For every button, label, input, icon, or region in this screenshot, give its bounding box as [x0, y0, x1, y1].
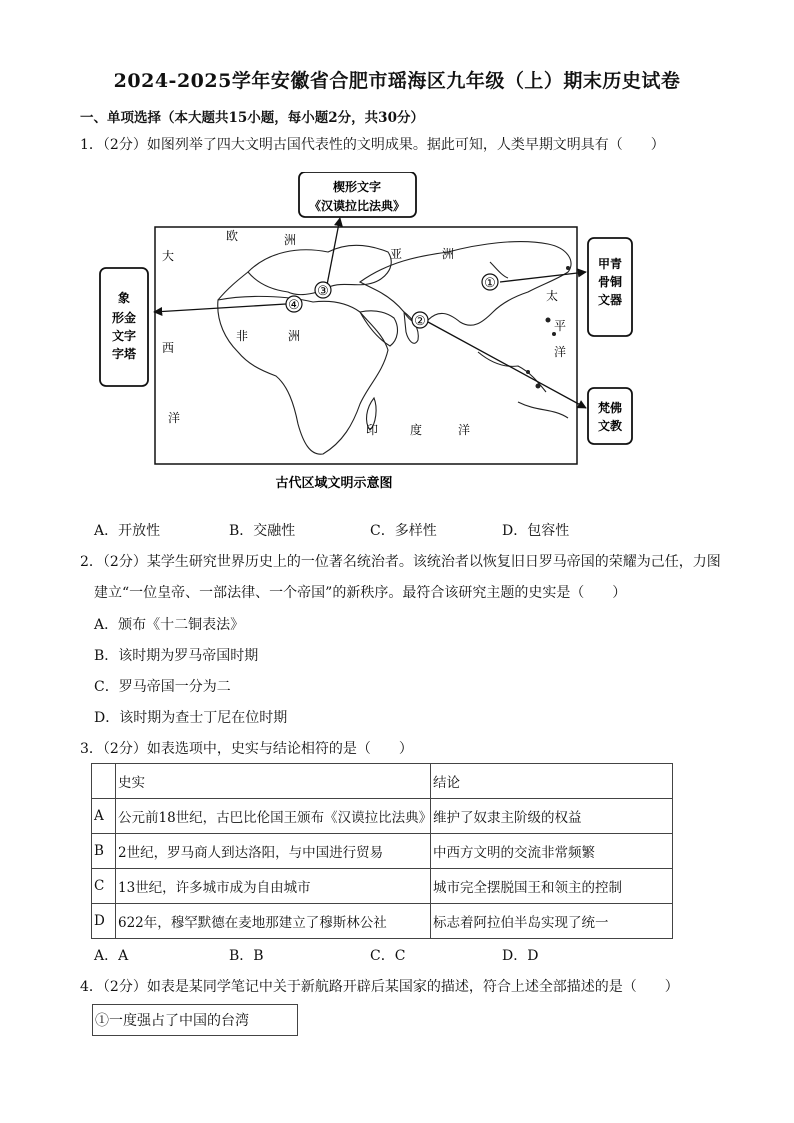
label-yang2: 洋 — [554, 345, 567, 359]
civilization-map-figure — [98, 172, 638, 502]
label-yin: 印 — [366, 423, 379, 437]
map-caption: 古代区域文明示意图 — [275, 476, 393, 491]
svg-text:文器: 文器 — [597, 293, 623, 307]
q1-option-c[interactable]: C．多样性 — [370, 523, 437, 539]
marker-3: ③ — [317, 284, 329, 299]
table-cell: D — [92, 904, 116, 939]
label-zhou3: 洲 — [288, 329, 301, 343]
marker-4: ④ — [288, 298, 300, 313]
svg-text:文教: 文教 — [597, 419, 623, 433]
box-left — [100, 268, 148, 386]
svg-text:形金: 形金 — [111, 311, 137, 325]
q3-stem: 3．（2分）如表选项中，史实与结论相符的是（ ） — [80, 741, 413, 757]
table-header-cell: 结论 — [431, 764, 673, 799]
table-row — [92, 869, 673, 904]
marker-1: ① — [484, 276, 496, 291]
box-right-2 — [588, 388, 632, 444]
label-xi: 西 — [162, 341, 175, 355]
svg-text:甲青: 甲青 — [597, 257, 623, 271]
label-fei: 非 — [236, 329, 249, 343]
section-heading: 一、单项选择（本大题共15小题，每小题2分，共30分） — [80, 110, 424, 126]
table-header-cell — [92, 764, 116, 799]
table-cell: A — [92, 799, 116, 834]
table-cell: 城市完全摆脱国王和领主的控制 — [431, 869, 673, 904]
table-cell: 622年，穆罕默德在麦地那建立了穆斯林公社 — [116, 904, 431, 939]
table-cell: 标志着阿拉伯半岛实现了统一 — [431, 904, 673, 939]
svg-text:梵佛: 梵佛 — [597, 401, 623, 415]
svg-text:楔形文字: 楔形文字 — [332, 180, 382, 194]
table-cell: 维护了奴隶主阶级的权益 — [431, 799, 673, 834]
table-cell: 公元前18世纪，古巴比伦国王颁布《汉谟拉比法典》 — [116, 799, 431, 834]
q2-stem-line2: 建立“一位皇帝、一部法律、一个帝国”的新秩序。最符合该研究主题的史实是（ ） — [94, 585, 627, 601]
q1-option-a[interactable]: A．开放性 — [94, 523, 161, 539]
table-cell: C — [92, 869, 116, 904]
q2-option-a[interactable]: A．颁布《十二铜表法》 — [94, 617, 245, 633]
q3-option-d[interactable]: D．D — [502, 948, 539, 964]
exam-title: 2024-2025学年安徽省合肥市瑶海区九年级（上）期末历史试卷 — [113, 70, 681, 92]
q4-note-box: ①一度强占了中国的台湾 — [92, 1004, 298, 1036]
table-row — [92, 799, 673, 834]
label-da: 大 — [162, 249, 175, 263]
label-zhou1: 洲 — [284, 233, 297, 247]
table-header-row — [92, 764, 673, 799]
q2-option-b[interactable]: B．该时期为罗马帝国时期 — [94, 648, 259, 664]
label-yang3: 洋 — [458, 423, 471, 437]
svg-text:骨铜: 骨铜 — [597, 275, 623, 289]
svg-text:文字: 文字 — [111, 329, 137, 343]
civilization-map — [98, 172, 638, 502]
table-cell: 中西方文明的交流非常频繁 — [431, 834, 673, 869]
box-top — [299, 172, 416, 217]
table-cell: 2世纪，罗马商人到达洛阳，与中国进行贸易 — [116, 834, 431, 869]
table-row — [92, 834, 673, 869]
svg-text:字塔: 字塔 — [111, 347, 137, 361]
box-right-1 — [588, 238, 632, 336]
label-ya: 亚 — [390, 247, 403, 261]
table-cell: B — [92, 834, 116, 869]
label-tai: 太 — [546, 289, 559, 303]
q1-option-d[interactable]: D．包容性 — [502, 523, 570, 539]
q1-stem: 1．（2分）如图列举了四大文明古国代表性的文明成果。据此可知，人类早期文明具有（ ） — [80, 137, 665, 153]
label-du: 度 — [410, 423, 423, 437]
table-row — [92, 904, 673, 939]
table-header-cell: 史实 — [116, 764, 431, 799]
label-yang1: 洋 — [168, 411, 181, 425]
svg-text:《汉谟拉比法典》: 《汉谟拉比法典》 — [308, 199, 406, 213]
table-cell: 13世纪，许多城市成为自由城市 — [116, 869, 431, 904]
q3-table — [91, 763, 673, 939]
q3-option-a[interactable]: A．A — [94, 948, 129, 964]
q1-option-b[interactable]: B．交融性 — [229, 523, 296, 539]
label-ou: 欧 — [226, 229, 239, 243]
q2-option-c[interactable]: C．罗马帝国一分为二 — [94, 679, 231, 695]
svg-text:象: 象 — [117, 291, 131, 305]
q4-stem: 4．（2分）如表是某同学笔记中关于新航路开辟后某国家的描述，符合上述全部描述的是（ ） — [80, 979, 679, 995]
label-ping: 平 — [554, 319, 567, 333]
q2-option-d[interactable]: D．该时期为查士丁尼在位时期 — [94, 710, 288, 726]
marker-2: ② — [414, 314, 426, 329]
q3-option-b[interactable]: B．B — [229, 948, 264, 964]
label-zhou2: 洲 — [442, 247, 455, 261]
q3-option-c[interactable]: C．C — [370, 948, 406, 964]
q2-stem-line1: 2．（2分）某学生研究世界历史上的一位著名统治者。该统治者以恢复旧日罗马帝国的荣耀为己任，力图 — [80, 554, 721, 570]
